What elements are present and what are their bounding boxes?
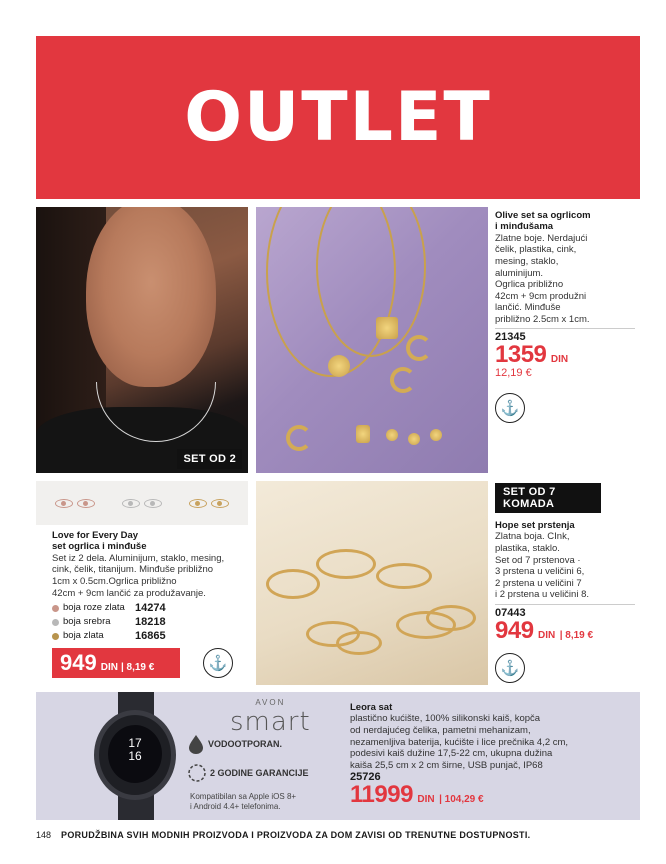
hope-currency: DIN (538, 629, 556, 641)
page-number: 148 (36, 830, 52, 840)
watch-price: 11999 (350, 781, 413, 809)
hope-desc-line: 2 prstena u veličini 7 (495, 577, 582, 589)
model-face (86, 207, 216, 387)
gold-set (189, 499, 229, 508)
warranty-feature (188, 764, 309, 782)
eye-charm (211, 499, 229, 508)
hope-desc-line: i 2 prstena u veličini 8. (495, 589, 589, 601)
anchor-icon: ⚓ (203, 648, 233, 678)
set-of-7-line-1: SET OD 7 (503, 486, 556, 498)
watch-price-eur: | 104,29 € (439, 794, 484, 806)
color-option-rose-gold (52, 601, 248, 615)
hope-price-eur: | 8,19 € (559, 629, 594, 641)
charm-2 (408, 433, 420, 445)
love-desc-line: 42cm + 9cm lančić za produžavanje. (52, 587, 206, 599)
hope-desc-line: 3 prstena u veličini 6, (495, 566, 585, 578)
ring (376, 563, 432, 589)
olive-desc-line: aluminijum. (495, 267, 544, 279)
hope-product-info (495, 520, 635, 683)
olive-desc-line: mesing, staklo, (495, 255, 559, 267)
watch-time-minutes: 16 (128, 749, 142, 764)
olive-code: 21345 (495, 328, 635, 343)
olive-product-info (495, 210, 635, 423)
love-desc-line: 1cm x 0.5cm.Ogrlica približno (52, 575, 177, 587)
olive-desc-line: Zlatne boje. Nerdajući (495, 232, 588, 244)
watch-name: Leora sat (350, 702, 393, 713)
olive-desc-line: čelik, plastika, cink, (495, 244, 577, 256)
hope-description (495, 531, 635, 600)
hope-desc-line: Zlatna boja. CInk, (495, 531, 570, 543)
rose-gold-swatch (52, 605, 59, 612)
love-color-list (52, 601, 248, 643)
love-product-info (52, 530, 248, 643)
compat-line-2: i Android 4.4+ telefonima. (190, 802, 281, 811)
earring-hoop-3 (286, 425, 312, 451)
olive-set-photo (256, 207, 488, 473)
watch-desc-line: kaiša 25,5 cm x 2 cm širne, USB punjač, IP68 (350, 759, 543, 771)
watch-panel (186, 692, 640, 820)
love-name-2: set ogrlica i minđuše (52, 541, 147, 553)
watch-desc-line: podesivi kaiš dužine 17,5-22 cm, ukupna dužina (350, 748, 553, 760)
olive-desc-line: lančić. Minđuše (495, 302, 561, 314)
color-code: 16865 (135, 630, 166, 643)
love-set-photo (36, 481, 248, 525)
love-desc-line: cink, čelik, titanijum. Minđuše približno (52, 564, 214, 576)
hope-set-photo (256, 481, 488, 685)
set-of-7-line-2: KOMADA (503, 498, 555, 511)
waterproof-label: VODOOTPORAN. (208, 739, 283, 749)
charm-1 (386, 429, 398, 441)
hope-code: 07443 (495, 604, 635, 619)
love-currency: DIN (100, 662, 118, 673)
love-price-eur: | 8,19 € (120, 662, 155, 673)
watch-photo (36, 692, 186, 820)
outlet-banner (36, 36, 640, 199)
color-code: 18218 (135, 616, 166, 629)
charm-3 (430, 429, 442, 441)
color-option-silver (52, 615, 248, 629)
love-desc-line: Set iz 2 dela. Aluminijum, staklo, mesing, (52, 552, 225, 564)
waterproof-feature (188, 734, 282, 754)
gold-swatch (52, 633, 59, 640)
warranty-label: 2 GODINE GARANCIJE (210, 768, 309, 778)
hope-desc-line: plastika, staklo. (495, 542, 560, 554)
color-name: boja roze zlata (63, 602, 125, 614)
olive-desc-line: Ogrlica približno (495, 279, 564, 291)
olive-desc-line: 42cm + 9cm produžni (495, 290, 587, 302)
water-drop-icon (188, 734, 204, 754)
olive-currency: DIN (550, 354, 569, 366)
set-of-2-tag: SET OD 2 (177, 449, 242, 469)
olive-description (495, 233, 635, 326)
anchor-icon: ⚓ (495, 393, 525, 423)
watch-code: 25726 (350, 771, 381, 784)
eye-charm (189, 499, 207, 508)
color-code: 14274 (135, 602, 166, 615)
ring (266, 569, 320, 599)
love-price-box (52, 648, 180, 678)
love-name-1: Love for Every Day (52, 530, 139, 541)
love-price: 949 (60, 650, 97, 675)
ring (316, 549, 376, 579)
watch-currency: DIN (417, 794, 435, 806)
olive-desc-line: približno 2.5cm x 1cm. (495, 313, 590, 325)
olive-name-2: i minđušama (495, 221, 554, 233)
hope-price: 949 (495, 616, 534, 644)
watch-desc-line: plastično kućište, 100% silikonski kaiš, kopča (350, 713, 541, 725)
avon-brand: AVON (255, 698, 286, 707)
olive-price-eur: 12,19 € (495, 367, 532, 380)
footer-notice: PORUDŽBINA SVIH MODNIH PROIZVODA I PROIZVODA ZA DOM ZAVISI OD TRENUTNE DOSTUPNOSTI. (61, 830, 531, 840)
model-photo (36, 207, 248, 473)
eye-charm (77, 499, 95, 508)
olive-price: 1359 (495, 341, 547, 369)
love-description (52, 553, 248, 599)
rose-gold-set (55, 499, 95, 508)
watch-product-info (350, 702, 636, 807)
eye-charm (55, 499, 73, 508)
smart-word: smart (230, 707, 311, 737)
earring-hoop-2 (390, 367, 416, 393)
watch-time-hours: 17 (128, 736, 142, 750)
set-of-7-tag (495, 483, 601, 513)
watch-screen (108, 725, 162, 783)
watch-desc-line: od nerdajućeg čelika, pametni mehanizam, (350, 724, 531, 736)
watch-description (350, 713, 636, 771)
compat-line-1: Kompatibilan sa Apple iOS 8+ (190, 792, 297, 801)
pendant-round (328, 355, 350, 377)
color-name: boja srebra (63, 616, 111, 628)
pendant-square (376, 317, 398, 339)
silver-set (122, 499, 162, 508)
padlock-charm (356, 425, 370, 443)
warranty-seal-icon (188, 764, 206, 782)
silver-swatch (52, 619, 59, 626)
color-name: boja zlata (63, 630, 104, 642)
ring (336, 631, 382, 655)
avon-smart-logo (230, 698, 311, 737)
hope-desc-line: Set od 7 prstenova · (495, 554, 581, 566)
eye-charm (144, 499, 162, 508)
page-footer (36, 830, 640, 840)
ring (426, 605, 476, 631)
hope-name: Hope set prstenja (495, 520, 575, 531)
banner-title: OUTLET (184, 78, 492, 157)
watch-desc-line: nezamenljiva baterija, kućište i lice prečnika 4,2 cm, (350, 736, 569, 748)
color-option-gold (52, 629, 248, 643)
anchor-icon: ⚓ (495, 653, 525, 683)
earring-hoop-1 (406, 335, 432, 361)
eye-charm (122, 499, 140, 508)
olive-name-1: Olive set sa ogrlicom (495, 210, 591, 221)
compatibility-note (190, 792, 296, 812)
